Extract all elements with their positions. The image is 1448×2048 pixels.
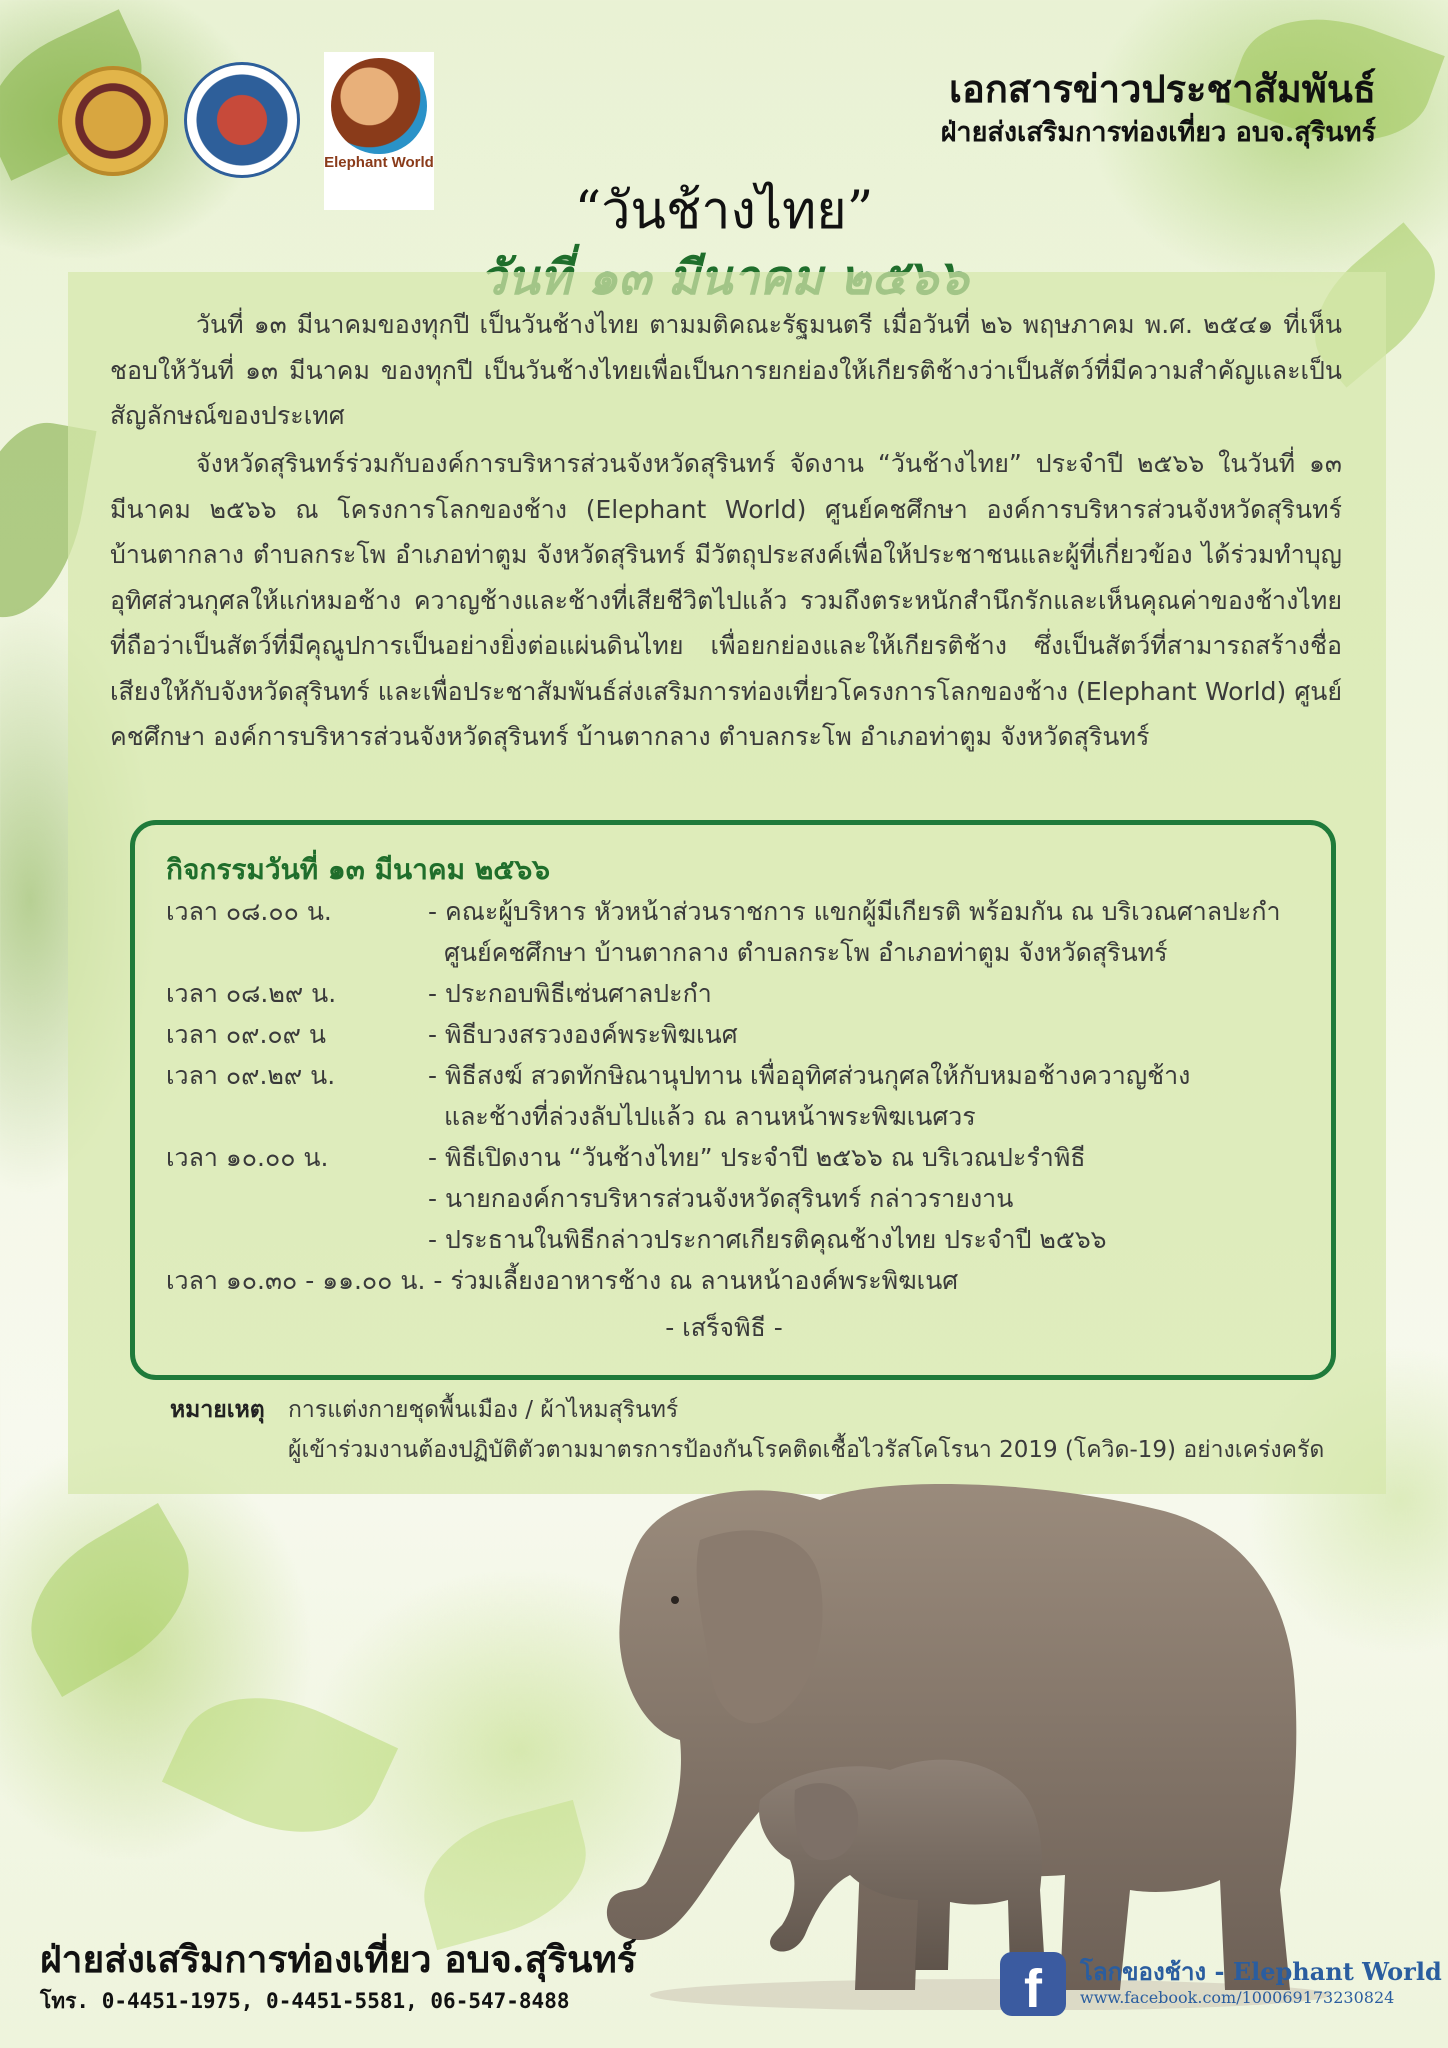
footer-phone: โทร. 0-4451-1975, 0-4451-5581, 06-547-8488 xyxy=(40,1989,570,2013)
schedule-desc: - พิธีเปิดงาน “วันช้างไทย” ประจำปี ๒๕๖๖ ณ บริเวณปะรำพิธี xyxy=(428,1143,1086,1172)
intro-paragraph: วันที่ ๑๓ มีนาคมของทุกปี เป็นวันช้างไทย ตามมติคณะรัฐมนตรี เมื่อวันที่ ๒๖ พฤษภาคม พ.ศ. ๒๕๔๑ ที่เห็นชอบให้วันที่ ๑๓ มีนาคม ของทุกปี เป็นวันช้างไทยเพื่อเป็นการยกย่องให้เกียรติช้างว่าเป็นสัตว์ที่มีความสำคัญและเป็นสัญลักษณ์ของประเทศ xyxy=(110,310,1342,430)
schedule-desc: - ประกอบพิธีเซ่นศาลปะกำ xyxy=(428,979,712,1008)
schedule-time: เวลา ๑๐.๐๐ น. xyxy=(166,1143,329,1172)
schedule-desc: - นายกองค์การบริหารส่วนจังหวัดสุรินทร์ กล่าวรายงาน xyxy=(428,1184,1014,1213)
facebook-icon[interactable]: f xyxy=(1000,1952,1066,2016)
schedule-time: เวลา ๐๘.๒๙ น. xyxy=(166,979,337,1008)
event-paragraph: จังหวัดสุรินทร์ร่วมกับองค์การบริหารส่วนจังหวัดสุรินทร์ จัดงาน “วันช้างไทย” ประจำปี ๒๕๖๖ ในวันที่ ๑๓ มีนาคม ๒๕๖๖ ณ โครงการโลกของช้าง (Elephant World) ศูนย์คชศึกษา องค์การบริหารส่วนจังหวัดสุรินทร์ บ้านตากลาง ตำบลกระโพ อำเภอท่าตูม จังหวัดสุรินทร์ มีวัตถุประสงค์เพื่อให้ประชาชนและผู้ที่เกี่ยวข้อง ได้ร่วมทำบุญอุทิศส่วนกุศลให้แก่หมอช้าง ควาญช้างและช้างที่เสียชีวิตไปแล้ว รวมถึงตระหนักสำนึกรักและเห็นคุณค่าของช้างไทยที่ถือว่าเป็นสัตว์ที่มีคุณูปการเป็นอย่างยิ่งต่อแผ่นดินไทย เพื่อยกย่องและให้เกียรติช้าง ซึ่งเป็นสัตว์ที่สามารถสร้างชื่อเสียงให้กับจังหวัดสุรินทร์ และเพื่อประชาสัมพันธ์ส่งเสริมการท่องเที่ยวโครงการโลกของช้าง (Elephant World) ศูนย์คชศึกษา องค์การบริหารส่วนจังหวัดสุรินทร์ บ้านตากลาง ตำบลกระโพ อำเภอท่าตูม จังหวัดสุรินทร์ xyxy=(110,449,1342,751)
mother-eye xyxy=(671,1596,679,1604)
schedule-desc: - พิธีสงฆ์ สวดทักษิณานุปทาน เพื่ออุทิศส่วนกุศลให้กับหมอช้างควาญช้าง xyxy=(428,1061,1191,1090)
schedule-time: เวลา ๐๙.๒๙ น. xyxy=(166,1061,336,1090)
note-covid-measures: ผู้เข้าร่วมงานต้องปฏิบัติตัวตามมาตรการป้องกันโรคติดเชื้อไวรัสโคโรนา 2019 (โควิด-19) อย่างเคร่งครัด xyxy=(288,1437,1325,1463)
schedule-title: กิจกรรมวันที่ ๑๓ มีนาคม ๒๕๖๖ xyxy=(166,853,551,886)
schedule-time: เวลา ๐๙.๐๙ น xyxy=(166,1020,327,1049)
department-heading: ฝ่ายส่งเสริมการท่องเที่ยว อบจ.สุรินทร์ xyxy=(940,117,1376,148)
note-label: หมายเหตุ xyxy=(170,1397,265,1423)
leaf-decoration xyxy=(162,1664,398,1866)
footer-org: ฝ่ายส่งเสริมการท่องเที่ยว อบจ.สุรินทร์ xyxy=(40,1937,637,1981)
document-type-heading: เอกสารข่าวประชาสัมพันธ์ xyxy=(949,66,1376,111)
schedule-desc: - ประธานในพิธีกล่าวประกาศเกียรติคุณช้างไทย ประจำปี ๒๕๖๖ xyxy=(428,1225,1107,1254)
elephant-world-logo-text: Elephant World xyxy=(324,154,434,171)
schedule-desc: - พิธีบวงสรวงองค์พระพิฆเนศ xyxy=(428,1020,738,1049)
note-dress-code: การแต่งกายชุดพื้นเมือง / ผ้าไหมสุรินทร์ xyxy=(288,1397,679,1423)
schedule-desc: - คณะผู้บริหาร หัวหน้าส่วนราชการ แขกผู้มีเกียรติ พร้อมกัน ณ บริเวณศาลปะกำ xyxy=(428,897,1281,926)
province-seal-logo xyxy=(58,66,168,176)
leaf-decoration xyxy=(2,1503,218,1697)
schedule-time: เวลา ๑๐.๓๐ - ๑๑.๐๐ น. - ร่วมเลี้ยงอาหารช้าง ณ ลานหน้าองค์พระพิฆเนศ xyxy=(166,1266,959,1295)
schedule-desc: และช้างที่ล่วงลับไปแล้ว ณ ลานหน้าพระพิฆเนศวร xyxy=(444,1102,976,1131)
schedule-time: เวลา ๐๘.๐๐ น. xyxy=(166,897,332,926)
calf-ear xyxy=(794,1783,858,1860)
elephant-globe-icon xyxy=(331,58,427,154)
elephant-illustration xyxy=(520,1470,1340,2010)
facebook-page-url[interactable]: www.facebook.com/100069173230824 xyxy=(1080,1988,1395,2007)
pao-seal-logo xyxy=(184,62,300,178)
ceremony-end-text: - เสร็จพิธี - xyxy=(665,1313,783,1342)
schedule-desc: ศูนย์คชศึกษา บ้านตากลาง ตำบลกระโพ อำเภอท่าตูม จังหวัดสุรินทร์ xyxy=(444,938,1168,967)
facebook-page-name[interactable]: โลกของช้าง - Elephant World xyxy=(1080,1957,1442,1986)
page-title: “วันช้างไทย” xyxy=(574,181,874,241)
